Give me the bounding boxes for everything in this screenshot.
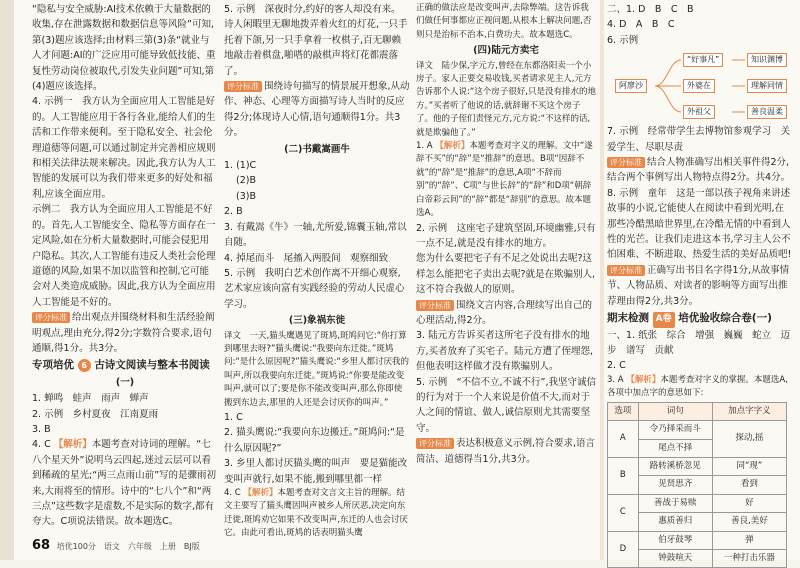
answer: 8. 示例 童年 这是一部以孩子视角来讲述故事的小说,它能使人在阅读中看到光明,在那些冷酷黑暗世界里,在冷酷无情的中看到人性的光芒。让我们走进这本书,学习主人公不怕困难、不断进取、热爱生活的美好品质吧! <box>607 187 792 261</box>
table-row <box>608 531 787 549</box>
table-cell: 同“现” <box>712 457 786 475</box>
answer: 您为什么要把宅子有不足之处说出去呢?这样怎么能把宅子卖出去呢?就是在欺骗别人,这不符合我做人的原则。 <box>416 253 596 296</box>
translation: 译文 一天,猫头鹰遇见了斑鸠,斑鸠问它:“你打算到哪里去呀?”猫头鹰说:“我要向东迁徙。”斑鸠问:“是什么原因呢?”猫头鹰说:“乡里人都讨厌我的叫声,所以我要向东迁徙。”斑鸠说:“你要是能改变叫声,就可以了;要是你不能改变叫声,那么你即使搬到东边去,那里的人还是会讨厌你的叫声。” <box>224 330 409 408</box>
column-1 <box>32 2 218 530</box>
paragraph: 示例二 我方认为全面应用人工智能是不好的。首先,人工智能安全、隐私等方面存在一定风险,如在分析大量数据时,可能会侵犯用户隐私。其次,人工智能有违反人类社会伦理道德的风险,如果不加以监管和控制,它可能会对人类造成威胁。因此,我方认为全面应用人工智能是不好的。 <box>32 204 216 308</box>
mind-map-branch: “好事凡” <box>683 53 723 67</box>
subsection-title: (二)书戴嵩画牛 <box>284 143 350 155</box>
grading-tag: 评分标准 <box>607 265 645 276</box>
section-heading: 专项培优 6 古诗文阅读与整本书阅读 <box>32 359 210 372</box>
grading-note: 评分标准 结合人物准确写出相关事件得2分,结合两个事例写出人物特点得2分。共4分。 <box>607 157 791 184</box>
answer: (3)B <box>236 190 256 202</box>
subsection-title: (四)陆元方卖宅 <box>473 45 539 57</box>
answer: 3. 乡里人都讨厌猫头鹰的叫声 要是猫能改变叫声就行,如果不能,搬到哪里都一样 <box>224 458 408 485</box>
answer: 1. (1)C <box>224 160 257 172</box>
answer: 7. 示例 经常带学生去博物馆参观学习 关爱学生、尽职尽责 <box>607 126 791 153</box>
table-row <box>608 457 787 475</box>
table-header: 加点字字义 <box>712 402 786 420</box>
answer: 4. D A B C <box>607 19 675 31</box>
mind-map-center: 阿廖沙 <box>615 79 647 93</box>
table-cell: 尾点不择 <box>638 439 712 457</box>
subsection-title: (一) <box>115 376 135 388</box>
answer: (2)B <box>236 175 256 187</box>
table-cell: 好 <box>712 494 786 512</box>
footer-text: 培优100分 语文 六年级 上册 BJ版 <box>56 542 200 551</box>
table-cell: C <box>608 494 639 531</box>
mind-map-trait: 知识渊博 <box>747 53 787 67</box>
table-cell: 见贤思齐 <box>638 476 712 494</box>
word-meaning-table <box>607 402 787 568</box>
column-4 <box>607 2 792 568</box>
table-cell: 惠质善归 <box>638 513 712 531</box>
mind-map-branch: 外祖父 <box>683 105 715 119</box>
table-cell: 探动,摇 <box>712 421 786 458</box>
table-cell: D <box>608 531 639 568</box>
answer: 4. C 【解析】本题考查对诗词的理解。“七八个星天外”说明乌云四起,迷过云层可以看到稀疏的星光;“两三点雨山前”写的是骤雨初来,大雨将至的情形。诗中的“七八个”和“两三点”这些数字是虚数,不是实际的数字,都有夸大。C项说法错误。故本题选C。 <box>32 439 217 528</box>
answer: 3. 陆元方告诉买者这所宅子没有排水的地方,买者放弃了买宅子。陆元方遭了侄埋怨,但他表明这样做才没有欺骗别人。 <box>416 330 594 373</box>
table-cell: 看到 <box>712 476 786 494</box>
answer: 二、1. D B C B <box>607 4 694 15</box>
grading-tag: 评分标准 <box>32 312 70 323</box>
table-cell: B <box>608 457 639 494</box>
answer: 2. 猫头鹰说:“我要向东边搬迁。”斑鸠问:“是什么原因呢?” <box>224 427 405 454</box>
answer: 1. 蝉鸣 蛙声 雨声 蝉声 <box>32 393 149 405</box>
table-cell: A <box>608 421 639 458</box>
mind-map-trait: 理解同情 <box>747 79 787 93</box>
answer: 正确的做法应是改变叫声,去除弊端。这告诉我们做任何事都应正视问题,从根本上解决问题,否则只是治标不治本,白费功夫。故本题选C。 <box>416 3 592 40</box>
grading-tag: 评分标准 <box>416 300 454 311</box>
table-cell: 一种打击乐器 <box>712 549 786 567</box>
table-cell: 路转溪桥忽见 <box>638 457 712 475</box>
table-cell: 钟鼓喧天 <box>638 549 712 567</box>
page-footer <box>32 538 200 553</box>
grading-tag: 评分标准 <box>607 157 645 168</box>
exam-badge: A卷 <box>653 312 675 327</box>
column-2 <box>224 2 410 541</box>
column-3 <box>416 2 596 467</box>
page-spine <box>0 0 14 560</box>
translation: 译文 陆少保,字元方,曾经在东都洛阳卖一个小房子。家人正要交易收钱,买者请求见主人,元方告诉那个人说:“这个房子很好,只是没有排水的地方。”买者听了他说的话,就辞谢不买这个房子了。他的子侄们责怪元方,元方说:“不这样的话,就是欺骗他了。” <box>416 60 596 138</box>
answer: 2. 示例 这座宅子建筑坚固,环境幽雅,只有一点不足,就是没有排水的地方。 <box>416 222 596 249</box>
answer: 2. 示例 乡村夏夜 江南夏雨 <box>32 408 159 420</box>
answer: 1. C <box>224 411 243 423</box>
answer: 5. 示例 我明白艺术创作离不开细心观察,艺术家应该向富有实践经验的劳动人民虚心学习。 <box>224 267 405 310</box>
answer: 一、1. 纸张 综合 增强 巍巍 蛇立 迈步 谱写 贡献 <box>607 329 791 356</box>
answer: 6. 示例 <box>607 34 639 46</box>
answer: 4. C 【解析】本题考查对文言文主旨的理解。结文主要写了猫头鹰因叫声被乡人所厌恶,决定向东迁徙,斑鸠劝它如果不改变叫声,东迁的人也会讨厌它。由此可看出,斑鸠的话表明猫头鹰 <box>224 488 408 539</box>
table-cell: 善良,美好 <box>712 513 786 531</box>
table-cell: 伯牙鼓琴 <box>638 531 712 549</box>
answer: 5. 示例 深夜时分,约好的客人却没有来。诗人闲暇里无聊地拨弄着火红的灯花,一只手托着下颌,另一只手拿着一枚棋子,百无聊赖地敲击着棋盘,啪嗒的敲棋声将灯花都震落了。 <box>224 4 408 77</box>
answer: 4. 掉尾而斗 尾搐入两股间 观察细致 <box>224 252 389 264</box>
answer: 3. A 【解析】本题考查对字义的掌握。本题选A,各项中加点字的意思如下: <box>607 374 788 398</box>
answer: 1. A 【解析】本题考查对字义的理解。文中“遂辞不买”的“辞”是“推辞”的意思。B项“因辞不就”的“辞”是“推辞”的意思,A项“不辞而别”的“辞”、C项“与世长辞”的“辞”和D项“朝辞白帝彩云间”的“辞”都是“辞别”的意思。故本题选A。 <box>416 141 593 219</box>
grading-tag: 评分标准 <box>416 438 454 449</box>
subsection-title: (三)象祸东徙 <box>288 315 346 327</box>
mind-map-trait: 善良温柔 <box>747 105 787 119</box>
character-mind-map <box>607 50 792 122</box>
mind-map-branch: 外婆在 <box>683 79 715 93</box>
table-cell: 令乃择采而斗 <box>638 421 712 439</box>
exam-heading: 期末检测 A卷 培优验收综合卷(一) <box>607 311 792 327</box>
answer: 2. B <box>224 206 243 218</box>
table-cell: 善战于易赎 <box>638 494 712 512</box>
grading-note: 评分标准 给出观点并围绕材料和生活经验阐明观点,理由充分,得2分;字数符合要求,语句通顺,得1分。共3分。 <box>32 312 215 354</box>
grading-note: 评分标准 正确写出书目名字得1分,从故事情节、人物品质、对读者的影响等方面写出推荐理由得2分,共3分。 <box>607 264 790 307</box>
grading-note: 评分标准 围绕诗句描写的情景展开想象,从动作、神态、心理等方面描写诗人当时的反应得2分;体现诗人心情,语句通顺得1分。共3分。 <box>224 81 410 139</box>
table-row <box>608 421 787 439</box>
answer: 3. 有戴嵩《牛》一轴,尤所爱,锦囊玉轴,常以自随。 <box>224 221 407 249</box>
section-number-badge: 6 <box>78 359 91 372</box>
page-fold <box>600 0 604 560</box>
answer: 2. C <box>607 360 626 372</box>
paragraph: 4. 示例一 我方认为全面应用人工智能是好的。人工智能应用于各行各业,能给人们的生活和工作带来便利。至于隐私安全、社会伦理道德等问题,可以通过制定并完善相应规则和相关法律法规来解决。因此,我方认为人工智能的发展可以为我们带来更多的好处和福利,应该全面应用。 <box>32 96 216 200</box>
answer: 3. B <box>32 423 51 435</box>
grading-tag: 评分标准 <box>224 81 262 92</box>
grading-note: 评分标准 表达积极意义示例,符合要求,语言简洁、道德得当1分,共3分。 <box>416 438 596 465</box>
table-header-row <box>608 402 787 420</box>
paragraph: “隐私与安全威胁:AI技术依赖于大量数据的收集,存在泄露数据和数据信息等风险”可知,第(3)题应该选择;由材料三第(3)条“就业与人才问题:AI的广泛应用可能导致低技能、重复性劳动岗位被取代,引发失业问题”可知,第(4)题应该选择。 <box>32 4 216 93</box>
answer: 5. 示例 “不信不立,不诚不行”,我坚守诚信的行为对于一个人来说是价值不大,而对于人之间的情谊、做人,诚信原则尤其需要坚守。 <box>416 376 596 434</box>
table-header: 词句 <box>638 402 712 420</box>
page-number: 68 <box>32 538 51 553</box>
table-row <box>608 494 787 512</box>
grading-note: 评分标准 围绕文言内容,合理续写出自己的心理活动,得2分。 <box>416 299 593 326</box>
table-cell: 弹 <box>712 531 786 549</box>
table-header: 选项 <box>608 402 639 420</box>
